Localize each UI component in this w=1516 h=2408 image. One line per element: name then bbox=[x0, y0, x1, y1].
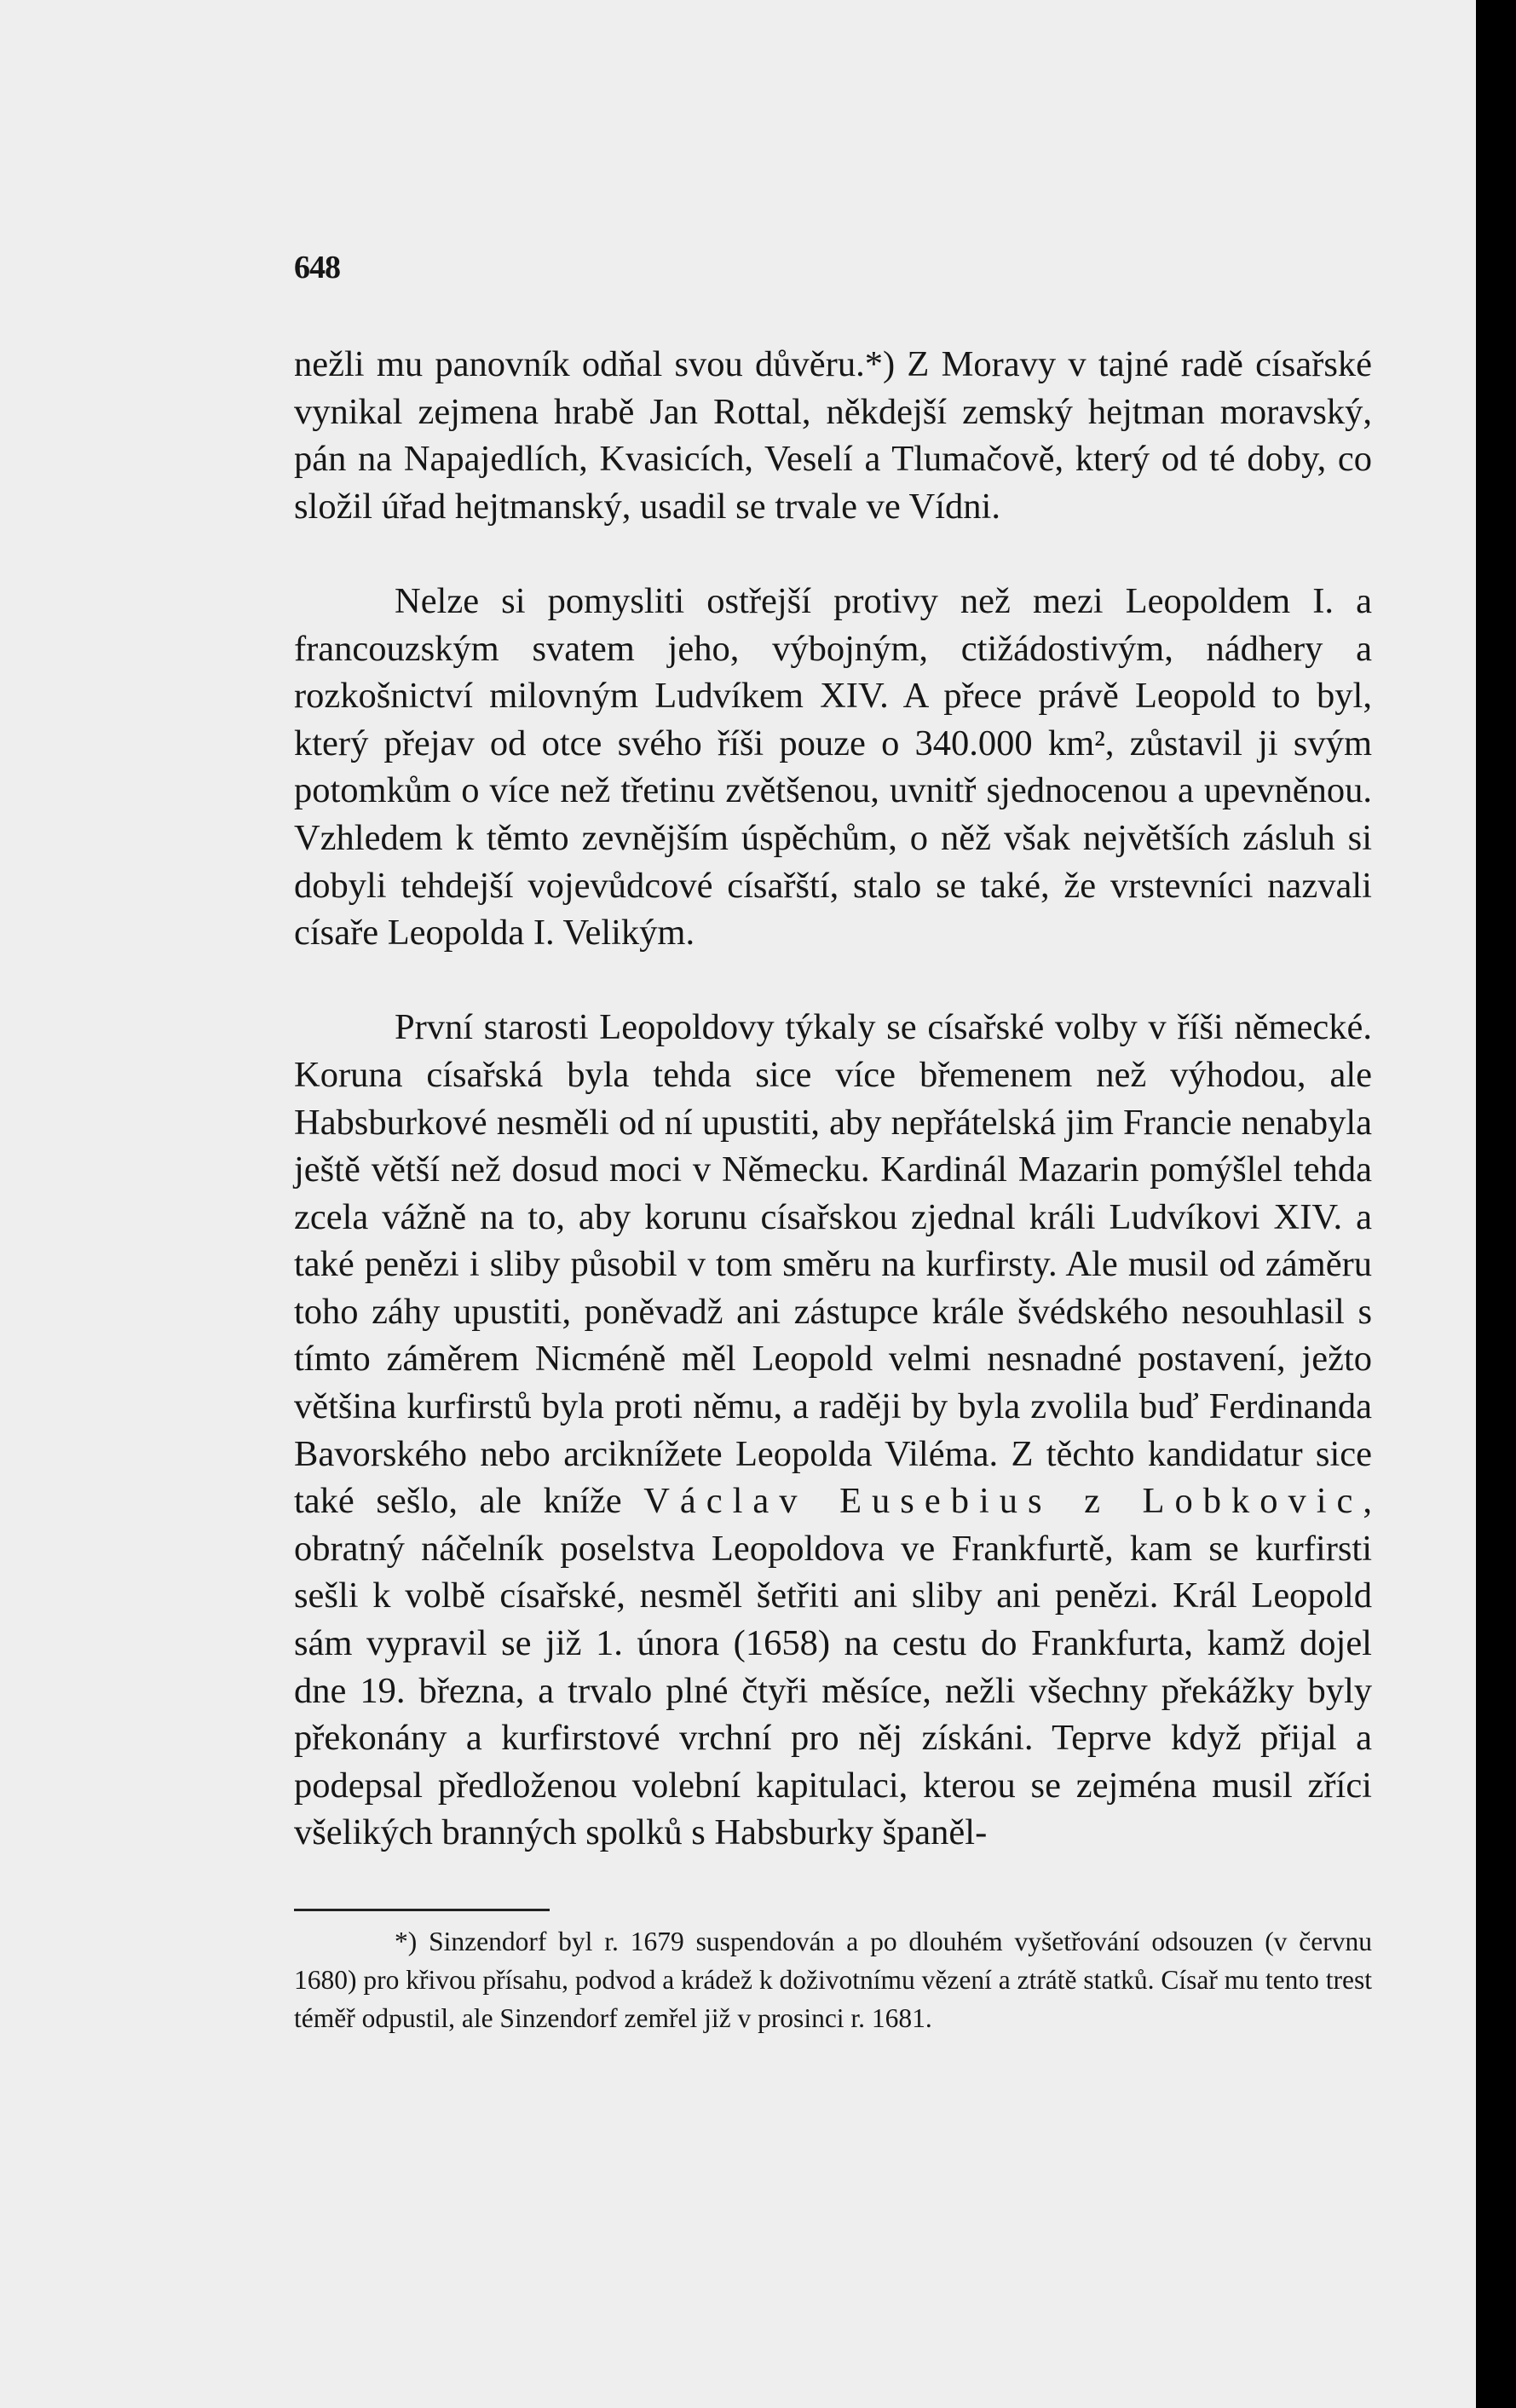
footnote-divider bbox=[294, 1909, 550, 1911]
footnote: *) Sinzendorf byl r. 1679 suspendován a po dlouhém vyšetřování odsouzen (v červnu 1680) pro křivou přísahu, podvod a krádež k doživotnímu vězení a ztrátě statků. Císař mu tento trest téměř odpustil, ale Sinzendorf zemřel již v prosinci r. 1681. bbox=[294, 1927, 1372, 2033]
paragraph-3-start: První starosti Leopoldovy týkaly se císařské volby v říši německé. Koruna císařská byla tehda sice více břemenem než výhodou, ale Habsburkové nesměli od ní upustiti, aby nepřátelská jim Francie nenabyla ještě větší než dosud moci v Německu. Kardinál Mazarin pomýšlel tehda zcela vážně na to, aby korunu císařskou zjednal králi Ludvíkovi XIV. a také penězi i sliby působil v tom směru na kurfirsty. Ale musil od záměru toho záhy upustiti, poněvadž ani zástupce krále švédského nesouhlasil s tímto záměrem Nicméně měl Leopold velmi nesnadné postavení, ježto většina kurfirstů byla proti němu, a raději by byla zvolila buď Ferdinanda Bavorského nebo arciknížete Leopolda Viléma. Z těchto kandidatur sice také sešlo, ale kníže bbox=[294, 1007, 1372, 1522]
page-number: 648 bbox=[294, 250, 340, 285]
paragraph-2: Nelze si pomysliti ostřejší protivy než mezi Leopoldem I. a francouzským svatem jeho, výbojným, ctižádostivým, nádhery a rozkošnictví milovným Ludvíkem XIV. A přece právě Leopold to byl, který přejav od otce svého říši pouze o 340.000 km², zůstavil ji svým potomkům o více než třetinu zvětšenou, uvnitř sjednocenou a upevněnou. Vzhledem k těmto zevnějším úspěchům, o něž však největších zásluh si dobyli tehdejší vojevůdcové císařští, stalo se také, že vrstevníci nazvali císaře Leopolda I. Velikým. bbox=[294, 580, 1372, 953]
paragraph-1: nežli mu panovník odňal svou důvěru.*) Z Moravy v tajné radě císařské vynikal zejmena hrabě Jan Rottal, někdejší zemský hejtman moravský, pán na Napajedlích, Kvasicích, Veselí a Tlumačově, který od té doby, co složil úřad hejtmanský, usadil se trvale ve Vídni. bbox=[294, 344, 1372, 527]
person-name-spaced: Václav Eusebius z Lobkovic bbox=[643, 1481, 1363, 1522]
paragraph-3-rest: , obratný náčelník poselstva Leopoldova ve Frankfurtě, kam se kurfirsti sešli k volbě císařské, nesměl šetřiti ani sliby ani penězi. Král Leopold sám vypravil se již 1. února (1658) na cestu do Frankfurta, kamž dojel dne 19. března, a trvalo plné čtyři měsíce, nežli všechny překážky byly překonány a kurfirstové vrchní pro něj získáni. Teprve když přijal a podepsal předloženou volební kapitulaci, kterou se zejména musil zříci všelikých branných spolků s Habsburky španěl- bbox=[294, 1481, 1373, 1853]
body-text bbox=[294, 341, 1372, 1857]
scan-edge bbox=[1476, 0, 1516, 2408]
paragraph-3 bbox=[294, 1004, 1372, 1857]
